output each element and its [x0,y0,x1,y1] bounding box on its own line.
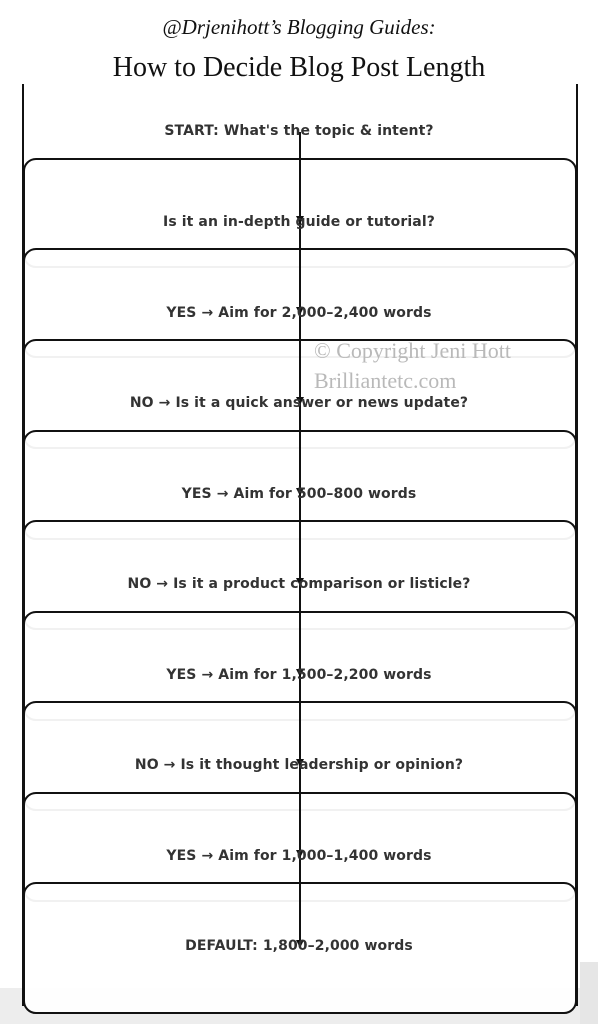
flow-step-label: NO → Is it thought leadership or opinion? [134,757,464,773]
flow-step-label: YES → Aim for 1,000–1,400 words [166,848,432,864]
flow-step-label: YES → Aim for 2,000–2,400 words [166,305,432,321]
flow-step-label: NO → Is it a quick answer or news update? [129,395,469,411]
flow-step-label: YES → Aim for 500–800 words [181,486,417,502]
page-title: How to Decide Blog Post Length [112,52,486,83]
flow-default-label: DEFAULT: 1,800–2,000 words [185,938,413,954]
guide-subtitle: @Drjenihott’s Blogging Guides: [162,15,436,39]
flow-start-label: START: What's the topic & intent? [164,123,434,139]
flow-step-label: NO → Is it a product comparison or listicle? [127,576,471,592]
copyright-watermark: © Copyright Jeni Hott [314,338,511,363]
flow-step-label: YES → Aim for 1,500–2,200 words [166,667,432,683]
flow-step-label: Is it an in-depth guide or tutorial? [163,214,435,230]
site-watermark: Brilliantetc.com [314,368,457,393]
